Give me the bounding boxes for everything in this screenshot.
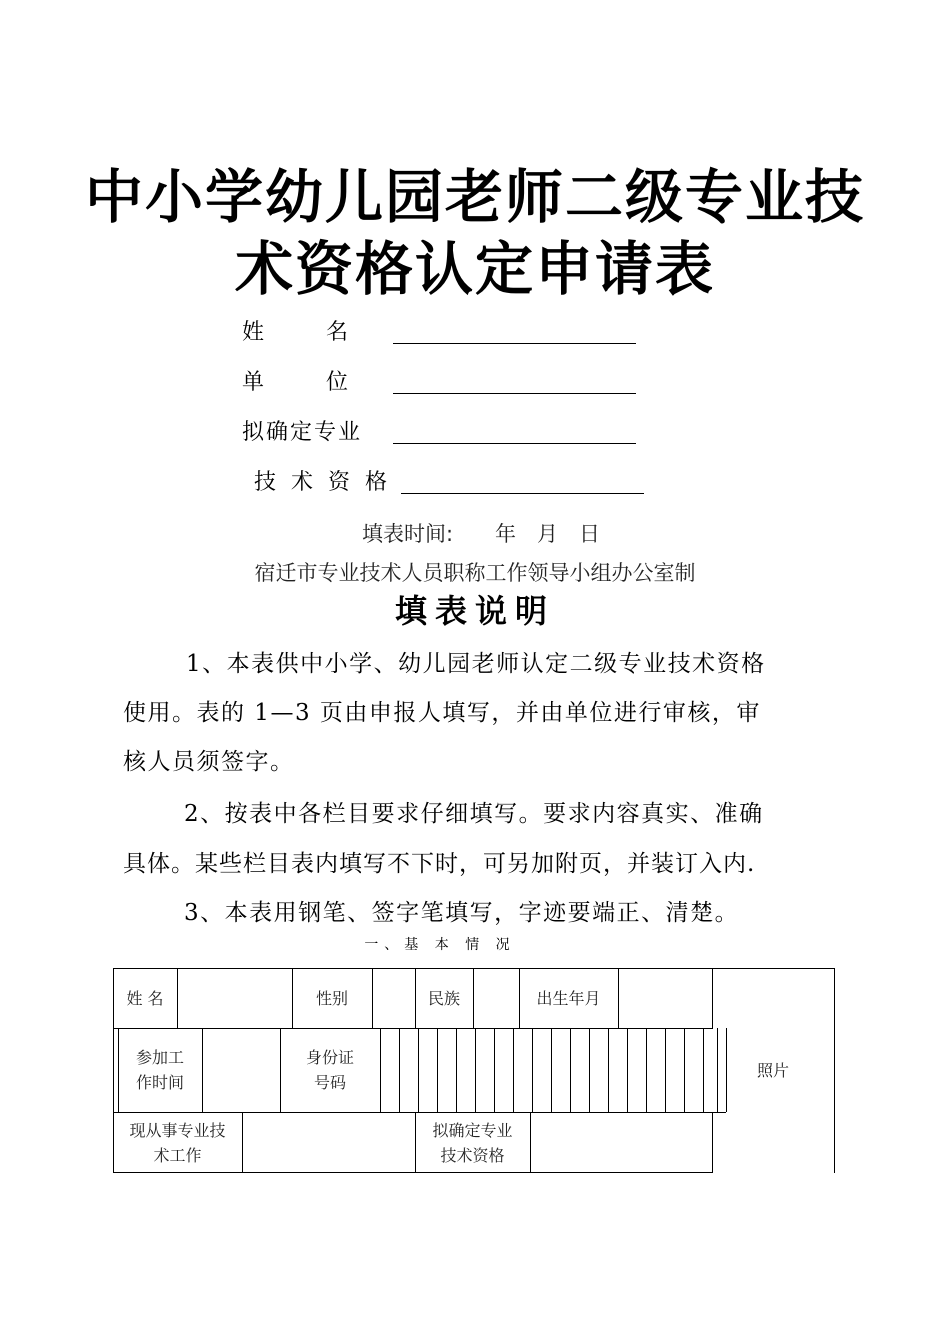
ethnicity-cell-label: 民族 (427, 989, 460, 1008)
current-work-label-line-1: 现从事专业技 (129, 1121, 226, 1140)
issuer: 宿迁市专业技术人员职称工作领导小组办公室制 (254, 561, 696, 585)
instruction-line-4: 2、按表中各栏目要求仔细填写。要求内容真实、准确 (184, 801, 764, 827)
id-label-line-2: 号码 (313, 1073, 346, 1092)
section-title: 一、基 本 情 况 (364, 937, 516, 953)
proposed-qualification-label-line-2: 技术资格 (440, 1146, 505, 1165)
proposed-qualification-label-line-1: 拟确定专业 (432, 1121, 513, 1140)
ethnicity-cell-value[interactable] (474, 986, 519, 1011)
document-title-line-2: 术资格认定申请表 (234, 235, 715, 303)
instruction-line-3: 核人员须签字。 (123, 749, 295, 775)
id-label-line-1: 身份证 (305, 1048, 354, 1067)
instruction-line-1: 1、本表供中小学、幼儿园老师认定二级专业技术资格 (186, 651, 766, 677)
work-start-label-line-1: 参加工 (135, 1048, 184, 1067)
cover-name-label: 姓 名 (242, 320, 355, 345)
cover-unit-label: 单 位 (242, 370, 355, 395)
document-title-line-1: 中小学幼儿园老师二级专业技 (84, 163, 865, 231)
cover-major-label: 拟确定专业 (242, 420, 363, 445)
cover-unit-line[interactable] (393, 393, 636, 394)
cover-qualification-label: 技 术 资 格 (254, 470, 391, 495)
name-cell-value[interactable] (178, 986, 292, 1011)
name-cell-label: 姓 名 (126, 989, 164, 1008)
cover-major-line[interactable] (393, 443, 636, 444)
current-work-cell-value[interactable] (243, 1130, 415, 1155)
gender-cell-value[interactable] (373, 986, 415, 1011)
instructions-heading: 填表说明 (394, 592, 555, 630)
id-number-boxes[interactable] (380, 1058, 726, 1083)
current-work-label-line-2: 术工作 (153, 1146, 202, 1165)
cover-qualification-line[interactable] (401, 493, 644, 494)
work-start-cell-value[interactable] (203, 1058, 280, 1083)
instruction-line-6: 3、本表用钢笔、签字笔填写，字迹要端正、清楚。 (184, 900, 740, 926)
cover-name-line[interactable] (393, 343, 636, 344)
birth-cell-label: 出生年月 (536, 989, 601, 1008)
photo-cell: 照片 (756, 1061, 789, 1080)
instruction-line-2: 使用。表的 1—3 页由申报人填写，并由单位进行审核，审 (123, 700, 761, 726)
birth-cell-value[interactable] (619, 986, 712, 1011)
work-start-label-line-2: 作时间 (135, 1073, 184, 1092)
gender-cell-label: 性别 (315, 989, 348, 1008)
instruction-line-5: 具体。某些栏目表内填写不下时，可另加附页，并装订入内. (123, 851, 756, 877)
proposed-qualification-cell-value[interactable] (531, 1130, 712, 1155)
fill-date: 填表时间: 年 月 日 (361, 522, 601, 546)
